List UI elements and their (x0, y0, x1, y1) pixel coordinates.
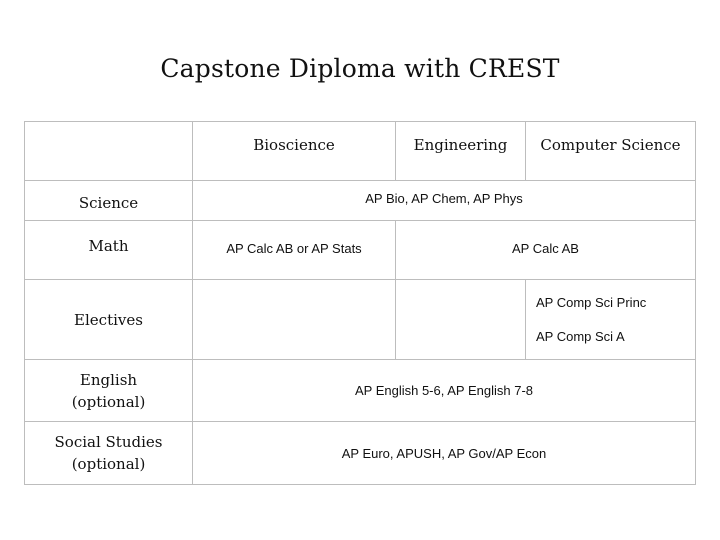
english-courses: AP English 5-6, AP English 7-8 (193, 360, 696, 422)
header-row (25, 122, 696, 181)
electives-engineering (396, 280, 526, 360)
table-row-electives (25, 280, 696, 360)
electives-computer-science (526, 280, 696, 360)
row-label-electives: Electives (25, 280, 193, 360)
science-courses: AP Bio, AP Chem, AP Phys (193, 181, 696, 221)
requirements-table (24, 121, 696, 485)
row-label-social-note: (optional) (71, 455, 146, 473)
table-row-science (25, 181, 696, 221)
electives-bioscience (193, 280, 396, 360)
elective-course: AP Comp Sci A (536, 328, 625, 344)
column-header-engineering: Engineering (396, 122, 526, 181)
elective-course: AP Comp Sci Princ (536, 294, 647, 310)
row-label-english-note: (optional) (71, 392, 146, 411)
row-label-english-name: English (79, 370, 138, 389)
row-label-social-name: Social Studies (54, 433, 163, 451)
column-header-computer-science: Computer Science (526, 122, 696, 181)
column-header-bioscience: Bioscience (193, 122, 396, 181)
table-row-social-studies (25, 422, 696, 485)
social-studies-courses: AP Euro, APUSH, AP Gov/AP Econ (193, 422, 696, 485)
table-row-math (25, 221, 696, 280)
corner-cell (25, 122, 193, 181)
row-label-science: Science (25, 181, 193, 221)
row-label-math: Math (25, 221, 193, 280)
page-title: Capstone Diploma with CREST (160, 54, 560, 83)
math-bioscience: AP Calc AB or AP Stats (193, 221, 396, 280)
row-label-social-studies (25, 422, 193, 485)
table-row-english (25, 360, 696, 422)
math-engineering-cs: AP Calc AB (396, 221, 696, 280)
row-label-english (25, 360, 193, 422)
